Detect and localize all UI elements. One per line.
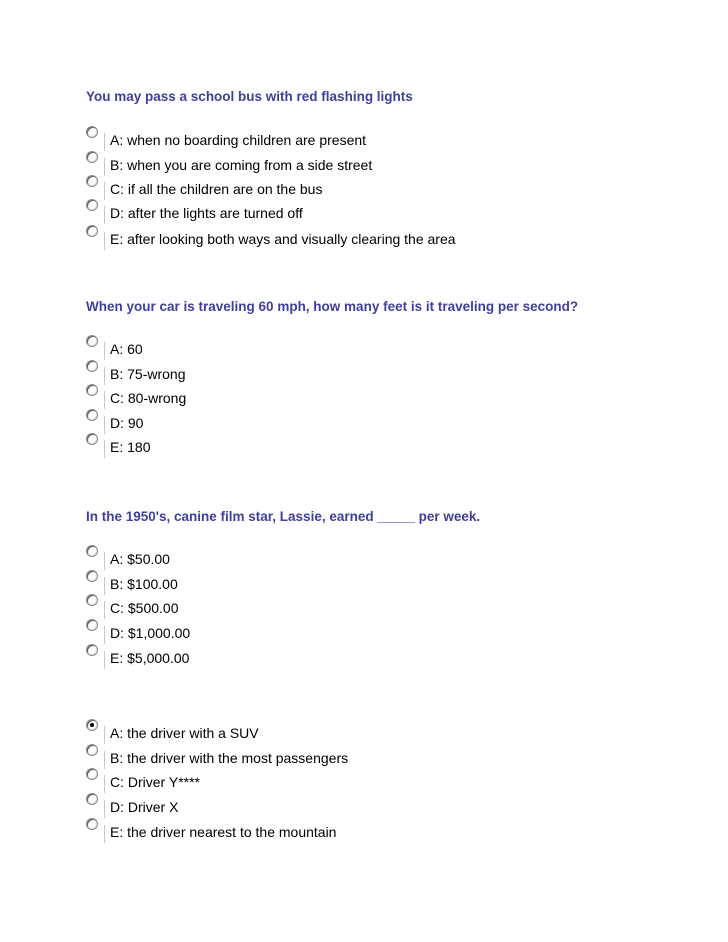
radio-button[interactable] <box>86 126 98 138</box>
radio-button[interactable] <box>86 594 98 606</box>
option-2e[interactable] <box>86 433 646 455</box>
option-label: E: $5,000.00 <box>110 650 190 666</box>
question-1 <box>86 88 706 247</box>
radio-button[interactable] <box>86 360 98 372</box>
option-label: D: Driver X <box>110 799 179 815</box>
option-divider <box>104 133 105 151</box>
radio-button[interactable] <box>86 793 98 805</box>
option-1d[interactable] <box>86 199 646 221</box>
option-label: B: 75-wrong <box>110 366 186 382</box>
option-divider <box>104 232 105 250</box>
option-divider <box>104 552 105 570</box>
option-label: A: $50.00 <box>110 551 170 567</box>
radio-button[interactable] <box>86 719 98 731</box>
option-label: C: 80-wrong <box>110 390 187 406</box>
option-label: E: 180 <box>110 439 151 455</box>
option-divider <box>104 651 105 669</box>
option-label: A: 60 <box>110 341 143 357</box>
radio-button[interactable] <box>86 384 98 396</box>
radio-button[interactable] <box>86 744 98 756</box>
option-4a[interactable] <box>86 719 646 741</box>
option-1e[interactable] <box>86 225 646 247</box>
option-1b[interactable] <box>86 151 646 173</box>
option-2b[interactable] <box>86 360 646 382</box>
option-label: C: $500.00 <box>110 600 179 616</box>
option-3b[interactable] <box>86 570 646 592</box>
option-divider <box>104 751 105 769</box>
option-label: B: $100.00 <box>110 576 178 592</box>
option-divider <box>104 825 105 843</box>
option-label: D: after the lights are turned off <box>110 205 303 221</box>
question-2 <box>86 298 706 455</box>
option-divider <box>104 182 105 200</box>
option-4b[interactable] <box>86 744 646 766</box>
option-label: B: when you are coming from a side street <box>110 157 373 173</box>
option-label: D: 90 <box>110 415 144 431</box>
option-divider <box>104 158 105 176</box>
option-label: A: when no boarding children are present <box>110 132 367 148</box>
option-divider <box>104 367 105 385</box>
option-label: E: after looking both ways and visually clearing the area <box>110 231 456 247</box>
radio-button[interactable] <box>86 151 98 163</box>
option-divider <box>104 800 105 818</box>
option-divider <box>104 626 105 644</box>
option-2a[interactable] <box>86 335 646 357</box>
option-4d[interactable] <box>86 793 646 815</box>
radio-button[interactable] <box>86 818 98 830</box>
option-3c[interactable] <box>86 594 646 616</box>
option-1c[interactable] <box>86 175 646 197</box>
option-1a[interactable] <box>86 126 646 148</box>
option-divider <box>104 391 105 409</box>
radio-button[interactable] <box>86 335 98 347</box>
radio-button[interactable] <box>86 619 98 631</box>
option-label: D: $1,000.00 <box>110 625 191 641</box>
option-label: C: Driver Y**** <box>110 774 200 790</box>
option-divider <box>104 775 105 793</box>
radio-button[interactable] <box>86 409 98 421</box>
option-label: A: the driver with a SUV <box>110 725 259 741</box>
option-divider <box>104 440 105 458</box>
option-3d[interactable] <box>86 619 646 641</box>
radio-button[interactable] <box>86 225 98 237</box>
option-4e[interactable] <box>86 818 646 840</box>
option-label: C: if all the children are on the bus <box>110 181 323 197</box>
option-divider <box>104 577 105 595</box>
question-3-title: In the 1950's, canine film star, Lassie, earned _____ per week. <box>86 509 481 524</box>
radio-button[interactable] <box>86 545 98 557</box>
option-divider <box>104 601 105 619</box>
option-divider <box>104 342 105 360</box>
question-1-title: You may pass a school bus with red flashing lights <box>86 89 413 104</box>
option-3a[interactable] <box>86 545 646 567</box>
option-4c[interactable] <box>86 768 646 790</box>
radio-button[interactable] <box>86 768 98 780</box>
question-3 <box>86 508 706 666</box>
radio-button[interactable] <box>86 433 98 445</box>
option-divider <box>104 726 105 744</box>
radio-button[interactable] <box>86 644 98 656</box>
radio-button[interactable] <box>86 199 98 211</box>
radio-button[interactable] <box>86 175 98 187</box>
option-3e[interactable] <box>86 644 646 666</box>
question-2-title: When your car is traveling 60 mph, how many feet is it traveling per second? <box>86 299 579 314</box>
option-divider <box>104 206 105 224</box>
option-divider <box>104 416 105 434</box>
option-label: E: the driver nearest to the mountain <box>110 824 337 840</box>
radio-button[interactable] <box>86 570 98 582</box>
option-2d[interactable] <box>86 409 646 431</box>
option-2c[interactable] <box>86 384 646 406</box>
option-label: B: the driver with the most passengers <box>110 750 349 766</box>
